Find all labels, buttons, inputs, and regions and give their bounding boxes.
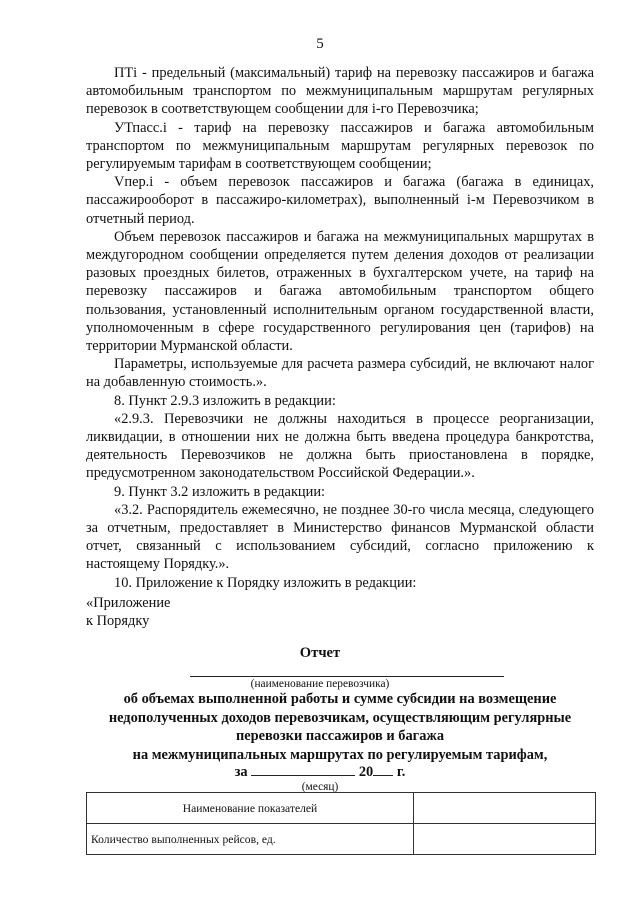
paragraph-parameters: Параметры, используемые для расчета размера субсидий, не включают налог на добавленную стоимость.». <box>86 356 594 391</box>
paragraph-item-9: 9. Пункт 3.2 изложить в редакции: <box>114 483 326 500</box>
page-number: 5 <box>316 36 324 52</box>
paragraph-item-8: 8. Пункт 2.9.3 изложить в редакции: <box>114 392 336 409</box>
table-row-label: Количество выполненных рейсов, ед. <box>87 824 414 855</box>
table-header-cell: Наименование показателей <box>87 793 414 824</box>
document-body <box>86 64 594 630</box>
period-year: 20 <box>358 764 374 780</box>
carrier-caption: (наименование перевозчика) <box>250 678 390 690</box>
report-desc-line-3: перевозки пассажиров и багажа <box>235 728 445 744</box>
paragraph-ut: УТпасс.i - тариф на перевозку пассажиров и багажа автомобильным транспортом по межмуниципальным маршрутам регулярных перевозок по регулируемым тарифам в соответствующем сообщении; <box>86 119 594 173</box>
period-suffix: г. <box>396 764 406 780</box>
paragraph-volume: Объем перевозок пассажиров и багажа на межмуниципальных маршрутах в междугородном сообщении определяется путем деления доходов от реализации разовых проездных билетов, отраженных в бухгалтерском учете, на тариф на перевозку пассажиров и багажа автомобильным транспортом общего пользования, установленный исполнительным органом государственной власти, уполномоченным в сфере государственного регулирования цен (тарифов) на территории Мурманской области. <box>86 228 594 355</box>
table-row-value <box>414 824 596 855</box>
appendix-label <box>86 594 594 630</box>
paragraph-vper: Vпер.i - объем перевозок пассажиров и багажа (багажа в единицах, пассажирооборот в пассажиро-километрах), выполненный i-м Перевозчиком в отчетный период. <box>86 174 594 227</box>
table-row <box>87 824 596 855</box>
report-desc-line-4: на межмуниципальных маршрутах по регулируемым тарифам, <box>132 746 548 763</box>
paragraph-item-10: 10. Приложение к Порядку изложить в редакции: <box>114 574 417 591</box>
table-header-row <box>87 793 596 824</box>
report-period <box>0 763 640 781</box>
report-desc-line-1: об объемах выполненной работы и сумме субсидии на возмещение <box>123 691 557 707</box>
report-desc-line-2: недополученных доходов перевозчикам, осуществляющим регулярные <box>108 709 572 726</box>
year-blank <box>373 763 393 776</box>
paragraph-2-9-3: «2.9.3. Перевозчики не должны находиться в процессе реорганизации, ликвидации, в отношении них не должна быть введена процедура банкротства, деятельность Перевозчиков не должна быть приостановлена в порядке, предусмотренном законодательством Российской Федерации.». <box>86 410 594 482</box>
paragraph-pti: ПТi - предельный (максимальный) тариф на перевозку пассажиров и багажа автомобильным транспортом по межмуниципальным маршрутам регулярных перевозок в соответствующем сообщении для i-го Перевозчика; <box>86 65 594 118</box>
month-caption: (месяц) <box>301 781 339 793</box>
carrier-name-line <box>190 676 504 677</box>
paragraph-3-2: «3.2. Распорядитель ежемесячно, не позднее 30-го числа месяца, следующего за отчетным, предоставляет в Министерство финансов Мурманской области отчет, связанный с использованием субсидий, согласно приложению к настоящему Порядку.». <box>86 501 594 573</box>
indicators-table <box>86 792 596 855</box>
report-title: Отчет <box>299 645 341 661</box>
appendix-line-2: к Порядку <box>86 613 150 630</box>
table-value-cell <box>414 793 596 824</box>
appendix-line-1: «Приложение <box>86 594 171 611</box>
month-blank <box>251 763 355 776</box>
period-prefix: за <box>234 764 248 780</box>
report-description <box>86 690 594 764</box>
